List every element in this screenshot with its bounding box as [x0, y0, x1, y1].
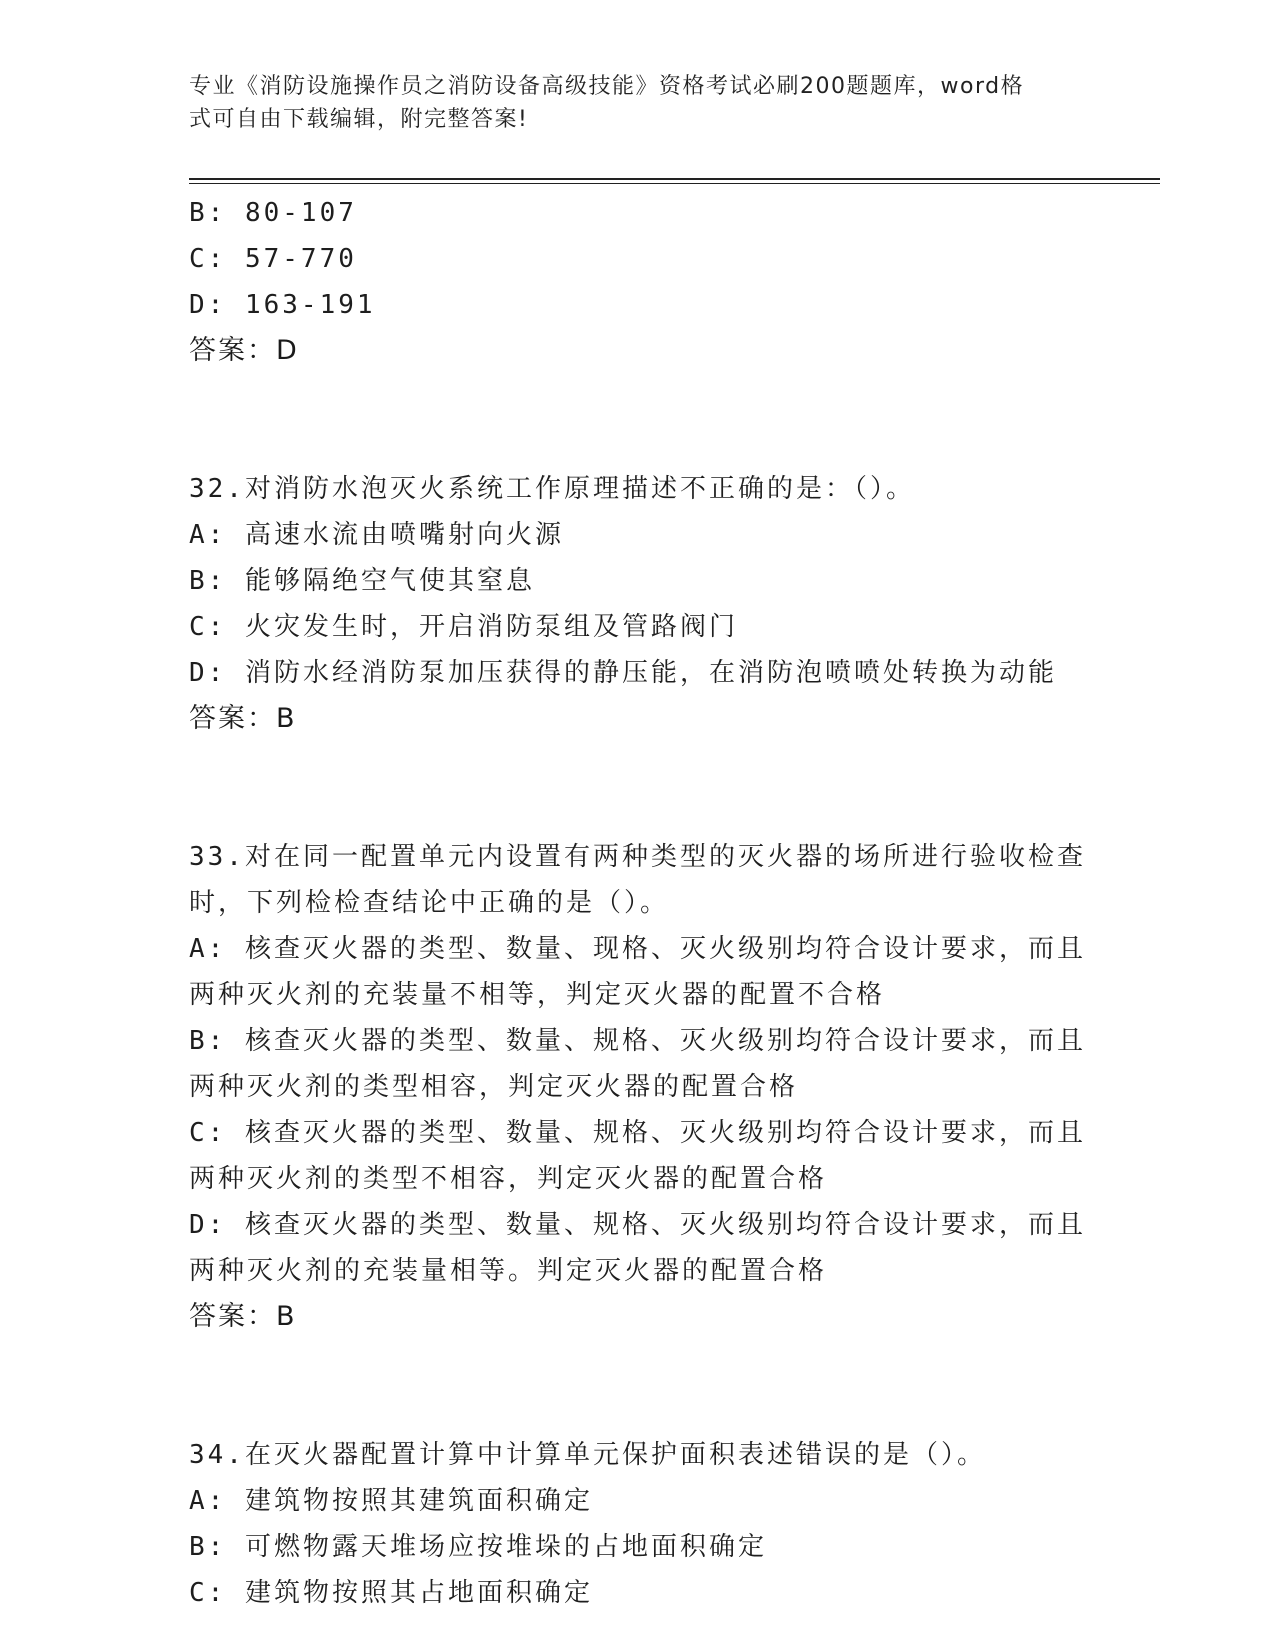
spacer — [189, 742, 1089, 834]
question-text: 34.在灭火器配置计算中计算单元保护面积表述错误的是（）。 — [189, 1440, 986, 1470]
option-c: C: 核查灭火器的类型、数量、规格、灭火级别均符合设计要求，而且 — [189, 1118, 1086, 1148]
spacer — [189, 374, 1089, 466]
option-d: D: 核查灭火器的类型、数量、规格、灭火级别均符合设计要求，而且 — [189, 1210, 1086, 1240]
option-d-cont: 两种灭火剂的充装量相等。判定灭火器的配置合格 — [189, 1256, 828, 1286]
question-31-continuation — [189, 190, 1089, 374]
option-a: A: 高速水流由喷嘴射向火源 — [189, 520, 564, 550]
option-a: A: 核查灭火器的类型、数量、现格、灭火级别均符合设计要求，而且 — [189, 934, 1086, 964]
question-list — [189, 190, 1089, 1616]
question-text: 33.对在同一配置单元内设置有两种类型的灭火器的场所进行验收检查 — [189, 842, 1086, 872]
option-d: D: 消防水经消防泵加压获得的静压能，在消防泡喷喷处转换为动能 — [189, 658, 1057, 688]
header-divider-thick — [189, 178, 1160, 180]
option-b-cont: 两种灭火剂的类型相容，判定灭火器的配置合格 — [189, 1072, 799, 1102]
option-d: D: 163-191 — [189, 290, 376, 320]
option-c: C: 57-770 — [189, 244, 357, 274]
option-c: C: 建筑物按照其占地面积确定 — [189, 1578, 593, 1608]
question-text: 32.对消防水泡灭火系统工作原理描述不正确的是：（）。 — [189, 474, 915, 504]
question-34 — [189, 1432, 1089, 1616]
question-text-cont: 时，下列检检查结论中正确的是（）。 — [189, 888, 670, 918]
option-b: B: 80-107 — [189, 198, 357, 228]
option-c-cont: 两种灭火剂的类型不相容，判定灭火器的配置合格 — [189, 1164, 828, 1194]
option-a-cont: 两种灭火剂的充装量不相等，判定灭火器的配置不合格 — [189, 980, 886, 1010]
answer-line: 答案：D — [189, 335, 299, 366]
header-line-2: 式可自由下载编辑，附完整答案! — [189, 107, 529, 132]
option-b: B: 能够隔绝空气使其窒息 — [189, 566, 535, 596]
answer-line: 答案：B — [189, 1301, 297, 1332]
option-b: B: 可燃物露天堆场应按堆垛的占地面积确定 — [189, 1532, 767, 1562]
option-b: B: 核查灭火器的类型、数量、规格、灭火级别均符合设计要求，而且 — [189, 1026, 1086, 1056]
header-divider-thin — [189, 183, 1160, 184]
spacer — [189, 1340, 1089, 1432]
option-c: C: 火灾发生时，开启消防泵组及管路阀门 — [189, 612, 738, 642]
header-line-1: 专业《消防设施操作员之消防设备高级技能》资格考试必刷200题题库，word格 — [189, 74, 1025, 99]
answer-line: 答案：B — [189, 703, 297, 734]
question-32 — [189, 466, 1089, 742]
option-a: A: 建筑物按照其建筑面积确定 — [189, 1486, 593, 1516]
question-33 — [189, 834, 1089, 1340]
document-header — [189, 70, 1069, 136]
